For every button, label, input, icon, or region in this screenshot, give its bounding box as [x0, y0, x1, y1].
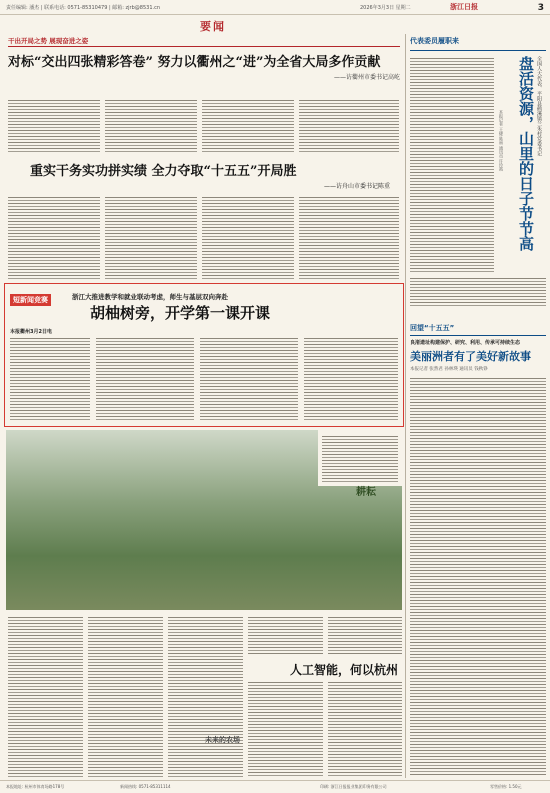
- lower-body-col2: [88, 615, 163, 777]
- second-body-col4: [299, 195, 399, 279]
- right-section2-kicker: 良渚遗址构建保护、研究、利用、传承可持续生态: [410, 340, 521, 346]
- lead-subhead: ——访衢州市委书记高屹: [333, 74, 400, 81]
- right-body-3: [410, 376, 546, 776]
- lower-body-col5: [328, 615, 402, 655]
- right-body-1: [410, 56, 494, 272]
- ai-body-col1: [248, 680, 323, 777]
- second-headline[interactable]: 重实干务实功拼实绩 全力夺取“十五五”开局胜: [30, 164, 297, 179]
- lead-headline[interactable]: 对标“交出四张精彩答卷” 努力以衢州之“进”为全省大局多作贡献: [8, 55, 381, 70]
- feature-body-col3: [200, 336, 298, 420]
- footer-price: 零售价格: 1.50元: [490, 784, 522, 789]
- lead-kicker: 干出开局之势 展现奋进之姿: [8, 36, 400, 47]
- right-column-label: 代表委员履职来: [410, 37, 459, 45]
- right-section2-bylines: 本报记者 张然君 孙林瑛 通讯员 钱秋铮: [410, 367, 488, 372]
- feature-headline[interactable]: 胡柚树旁，开学第一课开课: [90, 304, 271, 322]
- vertical-headline[interactable]: 盘活资源，山里的日子节节高: [517, 56, 535, 251]
- footer-address: 本报地址: 杭州市体育场路178号: [6, 784, 65, 789]
- lead-body-col1: [8, 98, 100, 154]
- right-section-head: [410, 36, 546, 51]
- lead-body-col3: [202, 98, 294, 154]
- vertical-bylines: 本报记者 王捷 陈丽 通讯员 许玲霞: [499, 110, 504, 172]
- header-date: 2026年3月3日 星期二: [360, 5, 411, 11]
- second-subhead: ——访舟山市委书记陈重: [323, 183, 390, 190]
- page-number: 3: [537, 3, 544, 13]
- vertical-subhead: 全国人大代表、平阳县鹤溪镇兰朱村党委书记: [536, 56, 542, 156]
- footer-hotline: 新闻热线: 0571-85311114: [120, 784, 171, 789]
- right-section2-label: 回望“十五五”: [410, 324, 455, 332]
- second-story: [30, 160, 390, 190]
- header-info: 责任编辑: 潘杰 | 联系电话: 0571-85310479 | 邮箱: zjrb@8531.cn: [6, 5, 161, 11]
- feature-tag: 短新闻竞赛: [10, 294, 51, 306]
- feature-dateline: 本报衢州3月2日电: [10, 329, 52, 335]
- page-header: [0, 0, 550, 15]
- second-body-col1: [8, 195, 100, 279]
- footer-printer: 印刷: 浙江日报报业集团印务有限公司: [320, 784, 387, 789]
- feature-body-col4: [304, 336, 398, 420]
- lower-body-col3: [168, 615, 243, 777]
- feature-kicker: 浙江大推进教学和就业联动考虑，师生与基层双向奔赴: [72, 293, 228, 301]
- ai-headline[interactable]: 人工智能，何以杭州: [290, 663, 399, 677]
- right-section2-head: [410, 323, 546, 336]
- photo-caption-text: [322, 434, 398, 482]
- ai-body-col2: [328, 680, 402, 777]
- lead-body-col4: [299, 98, 399, 154]
- feature-body-col1: [10, 336, 90, 420]
- second-body-col2: [105, 195, 197, 279]
- lower-body-col1: [8, 615, 83, 777]
- second-body-col3: [202, 195, 294, 279]
- column-divider: [405, 34, 406, 778]
- right-section2-headline[interactable]: 美丽洲者有了美好新故事: [410, 350, 531, 363]
- lower-body-col4: [248, 615, 323, 655]
- feature-body-col2: [96, 336, 194, 420]
- paper-name: 浙江日报: [450, 3, 478, 11]
- photo-title: 耕耘: [356, 487, 376, 498]
- lead-body-col2: [105, 98, 197, 154]
- page-footer: [0, 780, 550, 793]
- lead-story: [8, 36, 400, 81]
- farm-headline: 未来的农场: [205, 736, 240, 744]
- photo-caption-box: [318, 430, 402, 486]
- right-body-2: [410, 276, 546, 308]
- section-title: 要闻: [200, 20, 226, 33]
